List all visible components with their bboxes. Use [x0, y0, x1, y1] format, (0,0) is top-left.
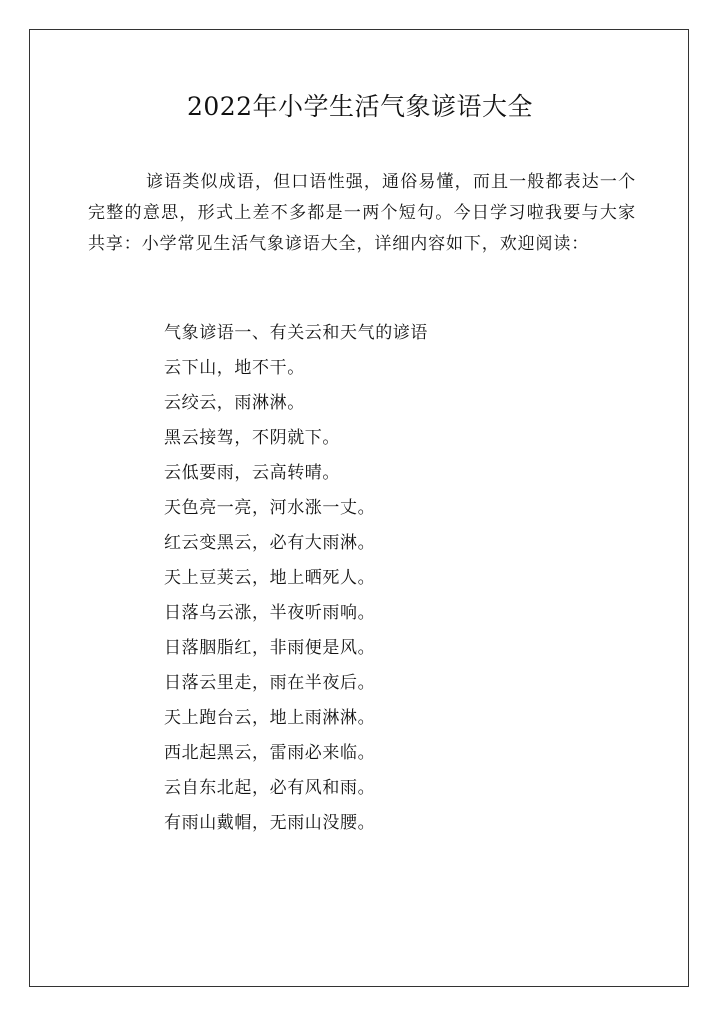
proverb-item: 西北起黑云，雷雨必来临。 [164, 743, 376, 763]
intro-paragraph: 谚语类似成语，但口语性强，通俗易懂，而且一般都表达一个完整的意思，形式上差不多都是一两个短句。今日学习啦我要与大家共享：小学常见生活气象谚语大全，详细内容如下，欢迎阅读： [88, 172, 636, 254]
proverb-item: 云绞云，雨淋淋。 [164, 393, 305, 413]
proverb-item: 云低要雨，云高转晴。 [164, 463, 340, 483]
proverb-item: 天上跑台云，地上雨淋淋。 [164, 708, 376, 728]
proverb-item: 云自东北起，必有风和雨。 [164, 778, 376, 798]
proverb-item: 日落云里走，雨在半夜后。 [164, 673, 376, 693]
proverb-item: 天色亮一亮，河水涨一丈。 [164, 498, 376, 518]
proverb-list [164, 316, 428, 841]
section-heading: 气象谚语一、有关云和天气的谚语 [164, 323, 428, 343]
proverb-item: 云下山，地不干。 [164, 358, 305, 378]
proverb-item: 日落胭脂红，非雨便是风。 [164, 638, 376, 658]
proverb-item: 天上豆荚云，地上晒死人。 [164, 568, 376, 588]
document-title: 2022年小学生活气象谚语大全 [186, 92, 534, 121]
proverb-item: 红云变黑云，必有大雨淋。 [164, 533, 376, 553]
proverb-item: 日落乌云涨，半夜听雨响。 [164, 603, 376, 623]
proverb-item: 有雨山戴帽，无雨山没腰。 [164, 813, 376, 833]
proverb-item: 黑云接驾，不阴就下。 [164, 428, 340, 448]
